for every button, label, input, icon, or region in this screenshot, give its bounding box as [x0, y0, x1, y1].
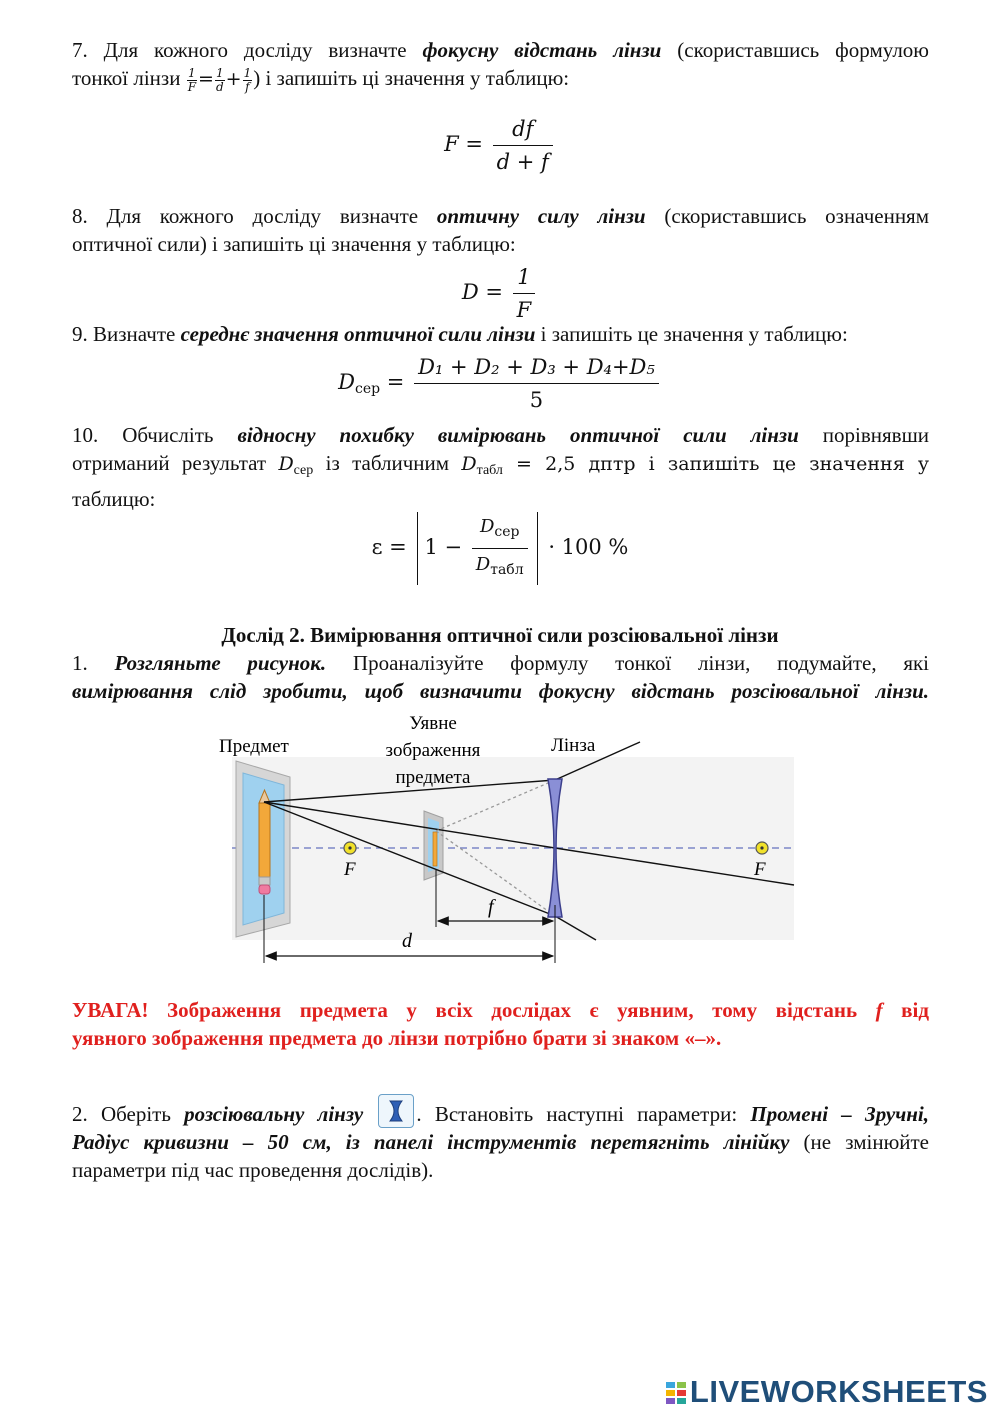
- liveworksheets-logo: LIVEWORKSHEETS: [666, 1378, 988, 1406]
- diverging-lens-icon[interactable]: [378, 1094, 414, 1128]
- formula-optical-power: D = $\frac{1}{F}$: [0, 262, 1000, 325]
- item-8-text: 8. Для кожного досліду визначте оптичну силу лінзи (скориставшись означенням оптичної сили) і запишіть ці значення у таблицю:: [72, 204, 930, 256]
- inline-frac-1-d: $\frac{1}{d}$: [215, 65, 224, 94]
- inline-frac-1-F: $\frac{1}{F}$: [187, 65, 197, 94]
- item-7-emphasis: фокусну відстань лінзи: [422, 38, 662, 62]
- label-d: d: [402, 930, 412, 952]
- item-8-number: 8.: [72, 204, 88, 228]
- label-focus-right: F: [754, 859, 766, 880]
- item-9-text: 9. Визначте середнє значення оптичної сили лінзи і запишіть це значення у таблицю:: [72, 322, 848, 346]
- item-10-text: 10. Обчисліть відносну похибку вимірювань оптичної сили лінзи порівнявши отриманий результат $D_{сер}$ із табличним $D_{табл} = 2,5$ дптр і запишіть це значення у таблицю:: [72, 423, 930, 511]
- experiment-2-heading: Дослід 2. Вимірювання оптичної сили розсіювальної лінзи: [221, 623, 779, 647]
- experiment-2-step-1: 1. Розгляньте рисунок. Проаналізуйте формулу тонкої лінзи, подумайте, які вимірювання слід зробити, щоб визначити фокусну відстань розсіювальної лінзи.: [72, 651, 930, 703]
- label-lens: Лінза: [551, 735, 596, 756]
- pencil-object: [259, 790, 270, 894]
- item-9-number: 9.: [72, 322, 88, 346]
- absolute-value-bars: 1 − $\frac{D_{сер}}{D_{табл}}$: [417, 512, 537, 585]
- item-9-emphasis: середнє значення оптичної сили лінзи: [180, 322, 536, 346]
- inline-frac-1-f: $\frac{1}{f}$: [243, 65, 252, 94]
- label-virtual-image-1: Уявне: [409, 713, 457, 734]
- formula-mean-power: $D_{сер}$ = $\frac{\text{D₁ + D₂ + D₃ + D₄+D₅}}{5}$: [0, 352, 1000, 415]
- label-virtual-image-2: зображення: [385, 740, 481, 761]
- label-object: Предмет: [219, 736, 289, 757]
- item-10-number: 10.: [72, 423, 99, 447]
- step-2-text: 2. Оберіть розсіювальну лінзу . Встановіть наступні параметри: Промені – Зручні, Радіус кривизни – 50 см, із панелі інструментів перетягніть лінійку (не змінюйте параметри під час проведення дослідів).: [72, 1094, 929, 1184]
- formula-focal-length: F = $\frac{df}{d + f}$: [0, 114, 1000, 177]
- diverging-lens-diagram: [210, 705, 810, 975]
- label-focus-left: F: [344, 859, 356, 880]
- item-7-number: 7.: [72, 38, 88, 62]
- warning-text: УВАГА! Зображення предмета у всіх дослідах є уявним, тому відстань f від уявного зображення предмета до лінзи потрібно брати зі знаком «–».: [72, 998, 929, 1050]
- virtual-image-pencil: [433, 832, 437, 866]
- item-7-text: 7. Для кожного досліду визначте фокусну відстань лінзи (скориставшись формулою тонкої лінзи $\frac{1}{F}$ = $\frac{1}{d}$ + $\frac{1}{f}$ ) і запишіть ці значення у таблицю:: [72, 38, 929, 94]
- logo-mark-icon: [666, 1382, 686, 1404]
- label-virtual-image-3: предмета: [395, 767, 471, 788]
- item-10-emphasis: відносну похибку вимірювань оптичної сили лінзи: [237, 423, 799, 447]
- label-f: f: [488, 896, 494, 918]
- formula-relative-error: ε = 1 − $\frac{D_{сер}}{D_{табл}}$ · 100 %: [0, 512, 1000, 585]
- item-8-emphasis: оптичну силу лінзи: [436, 204, 646, 228]
